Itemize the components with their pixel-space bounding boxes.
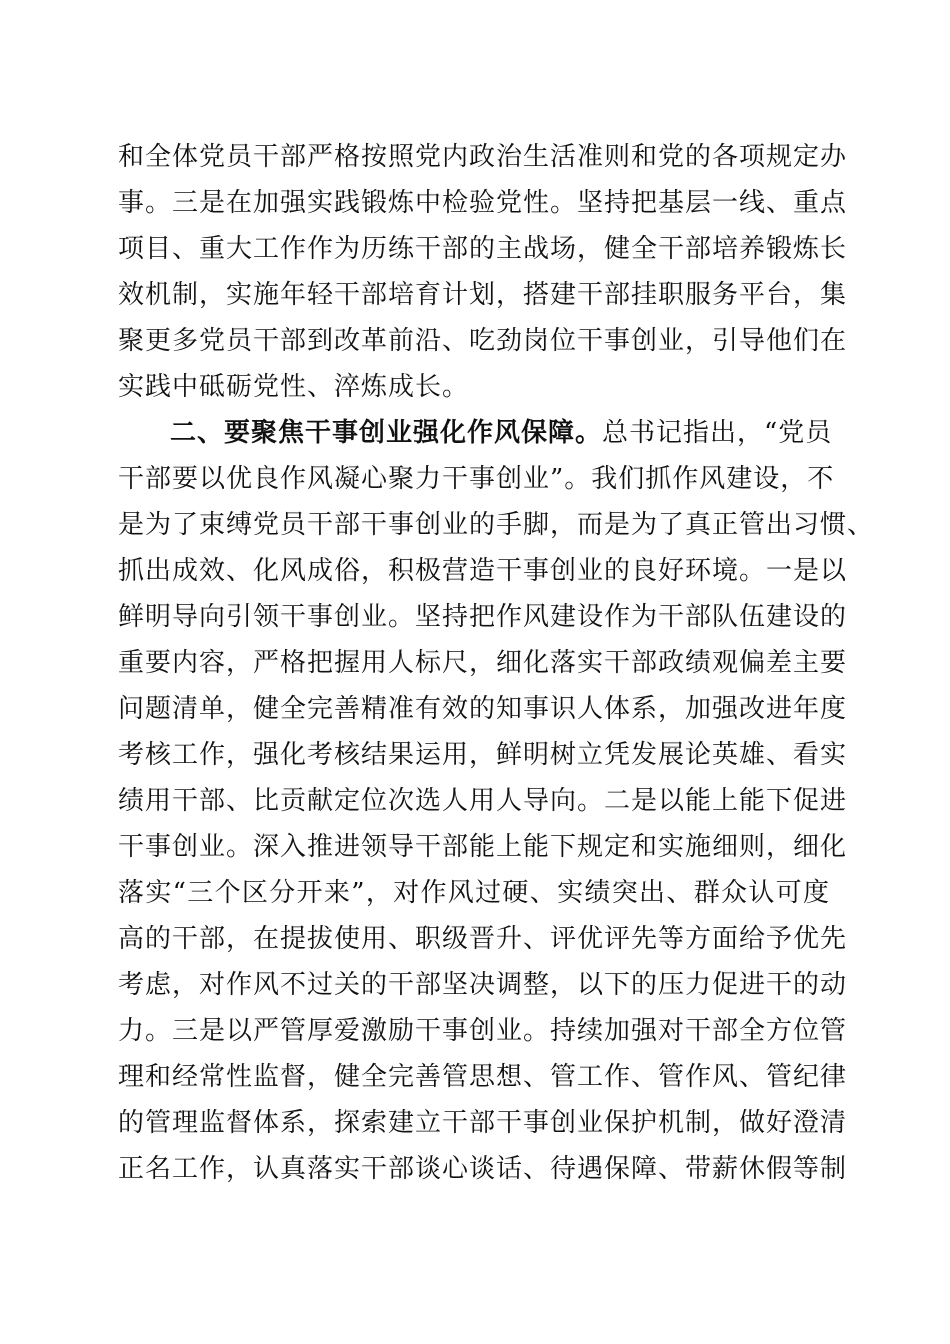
- text-line: 事。三是在加强实践锻炼中检验党性。坚持把基层一线、重点: [118, 188, 848, 218]
- text-line: 理和经常性监督，健全完善管思想、管工作、管作风、管纪律: [118, 1062, 848, 1092]
- text-line: 干事创业。深入推进领导干部能上能下规定和实施细则，细化: [118, 832, 848, 862]
- heading-continuation: 总书记指出，“党员: [602, 418, 833, 448]
- text-line: 干部要以优良作风凝心聚力干事创业”。我们抓作风建设，不: [118, 464, 835, 494]
- text-line-first: [170, 413, 833, 453]
- text-line: 的管理监督体系，探索建立干部干事创业保护机制，做好澄清: [118, 1108, 848, 1138]
- text-line: 实践中砥砺党性、淬炼成长。: [118, 372, 470, 402]
- text-line: 是为了束缚党员干部干事创业的手脚，而是为了真正管出习惯、: [118, 510, 875, 540]
- text-line: 落实“三个区分开来”，对作风过硬、实绩突出、群众认可度: [118, 878, 830, 908]
- text-line: 抓出成效、化风成俗，积极营造干事创业的良好环境。一是以: [118, 556, 848, 586]
- text-line: 聚更多党员干部到改革前沿、吃劲岗位干事创业，引导他们在: [118, 326, 848, 356]
- text-line: 绩用干部、比贡献定位次选人用人导向。二是以能上能下促进: [118, 786, 848, 816]
- text-line: 考核工作，强化考核结果运用，鲜明树立凭发展论英雄、看实: [118, 740, 848, 770]
- text-line: 项目、重大工作作为历练干部的主战场，健全干部培养锻炼长: [118, 234, 848, 264]
- text-line: 力。三是以严管厚爱激励干事创业。持续加强对干部全方位管: [118, 1016, 848, 1046]
- section-heading: 二、要聚焦干事创业强化作风保障。: [170, 418, 603, 448]
- text-line: 重要内容，严格把握用人标尺，细化落实干部政绩观偏差主要: [118, 648, 848, 678]
- text-line: 鲜明导向引领干事创业。坚持把作风建设作为干部队伍建设的: [118, 602, 848, 632]
- text-line: 问题清单，健全完善精准有效的知事识人体系，加强改进年度: [118, 694, 848, 724]
- text-line: 考虑，对作风不过关的干部坚决调整，以下的压力促进干的动: [118, 970, 848, 1000]
- text-line: 效机制，实施年轻干部培育计划，搭建干部挂职服务平台，集: [118, 280, 848, 310]
- text-line: 和全体党员干部严格按照党内政治生活准则和党的各项规定办: [118, 142, 848, 172]
- text-line: 高的干部，在提拔使用、职级晋升、评优评先等方面给予优先: [118, 924, 848, 954]
- text-line: 正名工作，认真落实干部谈心谈话、待遇保障、带薪休假等制: [118, 1154, 848, 1184]
